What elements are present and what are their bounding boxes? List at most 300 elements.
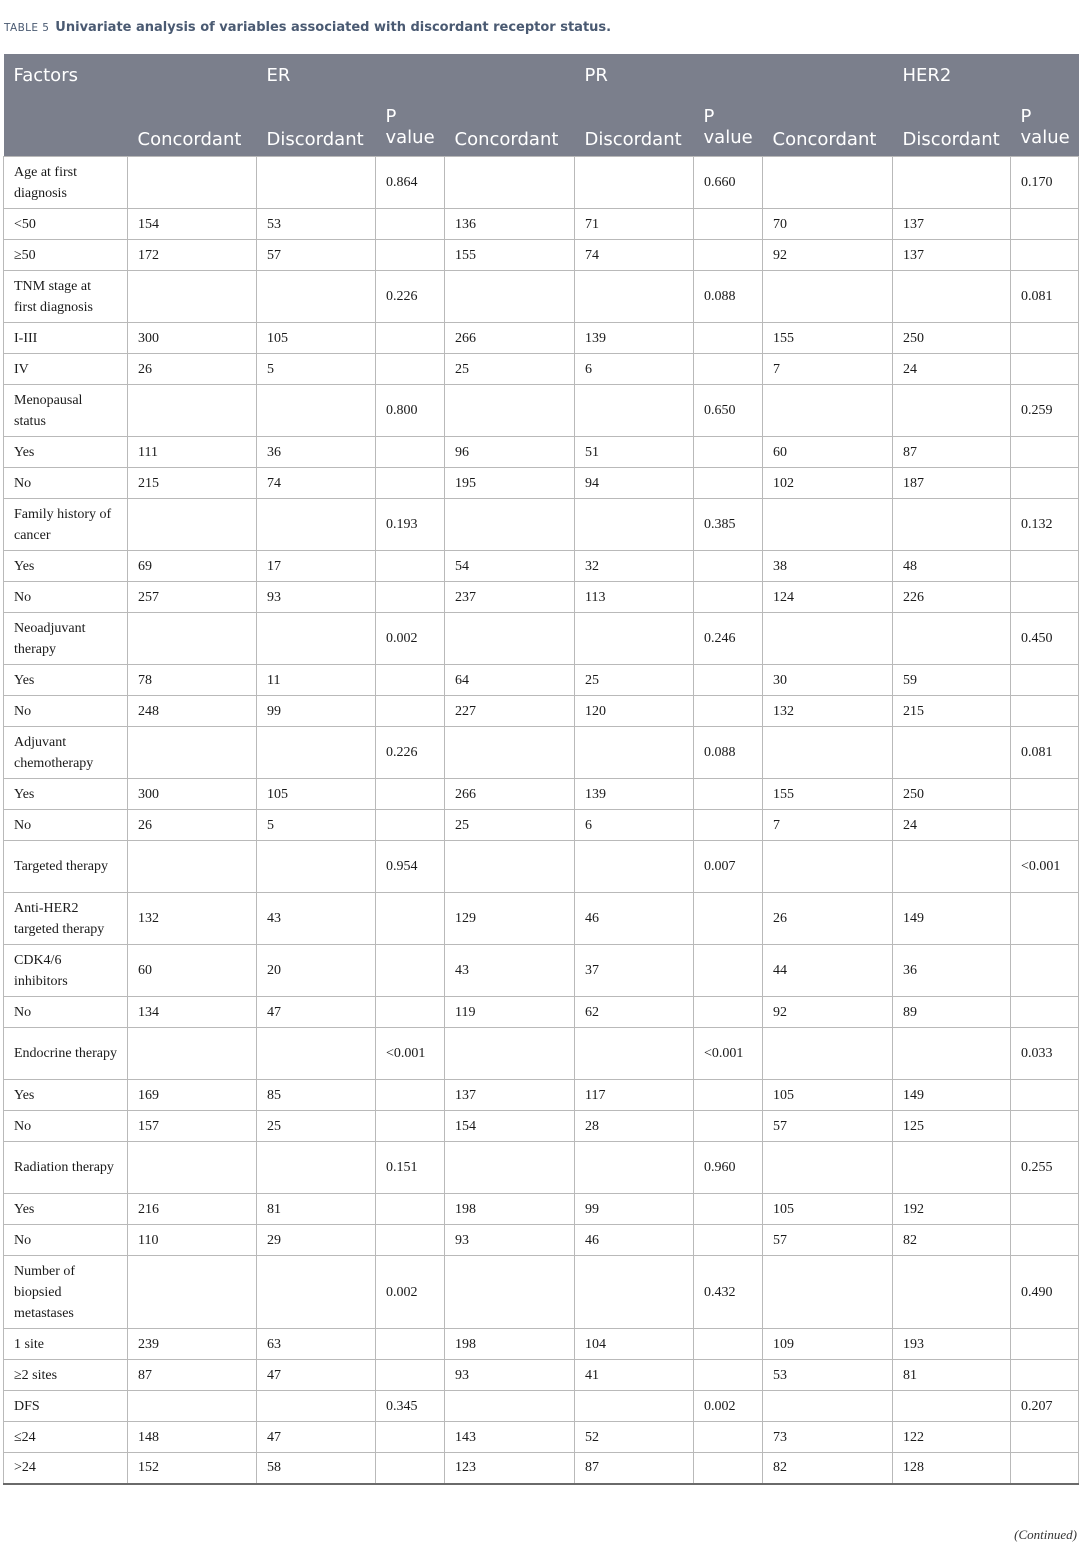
er-discordant-cell: 36 [257, 437, 376, 468]
er-discordant-cell: 105 [257, 779, 376, 810]
pr-discordant-cell [575, 727, 694, 779]
pr-discordant-cell: 74 [575, 240, 694, 271]
her2-discordant-cell [893, 613, 1011, 665]
pr-discordant-cell: 46 [575, 1225, 694, 1256]
header-concordant: Concordant [445, 96, 575, 157]
table-row [4, 696, 1079, 727]
pr-concordant-cell: 266 [445, 323, 575, 354]
table-row [4, 1256, 1079, 1329]
pr-discordant-cell [575, 613, 694, 665]
pr-p-value-cell: 0.960 [694, 1142, 763, 1194]
er-discordant-cell [257, 1028, 376, 1080]
pr-discordant-cell [575, 499, 694, 551]
er-p-value-cell: 0.151 [376, 1142, 445, 1194]
factor-cell: No [4, 997, 128, 1028]
er-discordant-cell [257, 1256, 376, 1329]
her2-p-value-cell [1011, 665, 1079, 696]
table-row [4, 385, 1079, 437]
table-row [4, 1360, 1079, 1391]
er-discordant-cell: 74 [257, 468, 376, 499]
er-p-value-cell: 0.002 [376, 613, 445, 665]
er-concordant-cell: 157 [128, 1111, 257, 1142]
pr-p-value-cell [694, 945, 763, 997]
pr-discordant-cell [575, 1391, 694, 1422]
factor-cell: Age at first diagnosis [4, 157, 128, 209]
pr-concordant-cell: 198 [445, 1329, 575, 1360]
her2-p-value-cell: 0.259 [1011, 385, 1079, 437]
er-concordant-cell: 148 [128, 1422, 257, 1453]
pr-p-value-cell [694, 1422, 763, 1453]
her2-concordant-cell [763, 1142, 893, 1194]
her2-concordant-cell [763, 271, 893, 323]
pr-discordant-cell: 120 [575, 696, 694, 727]
er-discordant-cell: 47 [257, 1360, 376, 1391]
er-p-value-cell [376, 696, 445, 727]
her2-p-value-cell [1011, 1453, 1079, 1484]
pr-discordant-cell: 71 [575, 209, 694, 240]
factor-cell: Yes [4, 779, 128, 810]
er-concordant-cell: 26 [128, 354, 257, 385]
factor-cell: Yes [4, 551, 128, 582]
pr-discordant-cell [575, 1142, 694, 1194]
er-p-value-cell: 0.226 [376, 271, 445, 323]
pr-discordant-cell [575, 271, 694, 323]
pr-concordant-cell: 43 [445, 945, 575, 997]
er-discordant-cell [257, 499, 376, 551]
continued-note: (Continued) [1014, 1527, 1077, 1542]
er-concordant-cell: 60 [128, 945, 257, 997]
her2-concordant-cell: 92 [763, 240, 893, 271]
her2-concordant-cell [763, 1391, 893, 1422]
er-concordant-cell [128, 1391, 257, 1422]
her2-p-value-cell [1011, 810, 1079, 841]
header-p-value: P value [376, 96, 445, 157]
header-blank [4, 96, 128, 157]
her2-p-value-cell [1011, 1225, 1079, 1256]
table-row [4, 1453, 1079, 1484]
pr-p-value-cell [694, 696, 763, 727]
pr-p-value-cell [694, 437, 763, 468]
table-row [4, 893, 1079, 945]
her2-discordant-cell: 149 [893, 1080, 1011, 1111]
pr-concordant-cell: 119 [445, 997, 575, 1028]
her2-discordant-cell: 187 [893, 468, 1011, 499]
her2-discordant-cell [893, 271, 1011, 323]
pr-p-value-cell: 0.650 [694, 385, 763, 437]
her2-p-value-cell: 0.081 [1011, 727, 1079, 779]
factor-cell: Yes [4, 665, 128, 696]
header-factors: Factors [4, 54, 128, 96]
pr-concordant-cell: 155 [445, 240, 575, 271]
her2-discordant-cell: 59 [893, 665, 1011, 696]
pr-p-value-cell [694, 997, 763, 1028]
pr-concordant-cell: 25 [445, 354, 575, 385]
er-discordant-cell: 17 [257, 551, 376, 582]
header-blank [128, 54, 257, 96]
er-p-value-cell: 0.193 [376, 499, 445, 551]
factor-cell: No [4, 1225, 128, 1256]
factor-cell: Endocrine therapy [4, 1028, 128, 1080]
her2-p-value-cell: 0.490 [1011, 1256, 1079, 1329]
factor-cell: CDK4/6 inhibitors [4, 945, 128, 997]
her2-concordant-cell: 30 [763, 665, 893, 696]
her2-discordant-cell: 122 [893, 1422, 1011, 1453]
er-concordant-cell [128, 841, 257, 893]
pr-discordant-cell: 104 [575, 1329, 694, 1360]
header-discordant: Discordant [893, 96, 1011, 157]
table-row [4, 997, 1079, 1028]
er-p-value-cell [376, 1080, 445, 1111]
table-row [4, 240, 1079, 271]
her2-discordant-cell: 24 [893, 354, 1011, 385]
er-concordant-cell [128, 727, 257, 779]
her2-concordant-cell: 124 [763, 582, 893, 613]
table-row [4, 209, 1079, 240]
pr-concordant-cell: 266 [445, 779, 575, 810]
er-p-value-cell [376, 1111, 445, 1142]
table-body [4, 157, 1079, 1484]
er-concordant-cell [128, 1028, 257, 1080]
pr-concordant-cell [445, 727, 575, 779]
er-concordant-cell: 78 [128, 665, 257, 696]
er-p-value-cell: 0.800 [376, 385, 445, 437]
her2-p-value-cell: 0.033 [1011, 1028, 1079, 1080]
table-row [4, 1111, 1079, 1142]
her2-concordant-cell: 102 [763, 468, 893, 499]
her2-concordant-cell: 92 [763, 997, 893, 1028]
her2-p-value-cell [1011, 1360, 1079, 1391]
factor-cell: Number of biopsied metastases [4, 1256, 128, 1329]
er-concordant-cell: 300 [128, 323, 257, 354]
table-row [4, 271, 1079, 323]
her2-p-value-cell [1011, 551, 1079, 582]
her2-p-value-cell [1011, 997, 1079, 1028]
er-p-value-cell [376, 665, 445, 696]
er-discordant-cell: 5 [257, 354, 376, 385]
factor-cell: >24 [4, 1453, 128, 1484]
er-discordant-cell: 105 [257, 323, 376, 354]
table-row [4, 613, 1079, 665]
er-concordant-cell [128, 385, 257, 437]
er-concordant-cell: 152 [128, 1453, 257, 1484]
er-p-value-cell: 0.954 [376, 841, 445, 893]
her2-concordant-cell: 155 [763, 323, 893, 354]
factor-cell: ≤24 [4, 1422, 128, 1453]
her2-p-value-cell: 0.170 [1011, 157, 1079, 209]
er-concordant-cell: 172 [128, 240, 257, 271]
er-p-value-cell [376, 209, 445, 240]
data-table [3, 54, 1079, 1485]
her2-concordant-cell [763, 727, 893, 779]
table-row [4, 727, 1079, 779]
er-discordant-cell: 58 [257, 1453, 376, 1484]
factor-cell: No [4, 582, 128, 613]
pr-concordant-cell: 143 [445, 1422, 575, 1453]
pr-discordant-cell: 25 [575, 665, 694, 696]
her2-discordant-cell [893, 1142, 1011, 1194]
er-discordant-cell: 29 [257, 1225, 376, 1256]
pr-p-value-cell [694, 810, 763, 841]
factor-cell: Menopausal status [4, 385, 128, 437]
pr-p-value-cell: 0.660 [694, 157, 763, 209]
er-discordant-cell [257, 157, 376, 209]
header-concordant: Concordant [128, 96, 257, 157]
er-p-value-cell: <0.001 [376, 1028, 445, 1080]
her2-concordant-cell: 155 [763, 779, 893, 810]
pr-concordant-cell [445, 613, 575, 665]
er-concordant-cell: 132 [128, 893, 257, 945]
her2-discordant-cell [893, 841, 1011, 893]
pr-concordant-cell [445, 1256, 575, 1329]
pr-p-value-cell [694, 1453, 763, 1484]
table-caption [4, 20, 611, 35]
her2-discordant-cell: 250 [893, 779, 1011, 810]
er-p-value-cell [376, 810, 445, 841]
her2-concordant-cell: 44 [763, 945, 893, 997]
pr-discordant-cell: 28 [575, 1111, 694, 1142]
her2-p-value-cell [1011, 323, 1079, 354]
her2-concordant-cell [763, 499, 893, 551]
er-concordant-cell [128, 613, 257, 665]
her2-discordant-cell: 250 [893, 323, 1011, 354]
er-p-value-cell [376, 1360, 445, 1391]
pr-concordant-cell: 129 [445, 893, 575, 945]
her2-discordant-cell: 82 [893, 1225, 1011, 1256]
factor-cell: 1 site [4, 1329, 128, 1360]
table-row [4, 499, 1079, 551]
her2-discordant-cell [893, 385, 1011, 437]
er-concordant-cell: 69 [128, 551, 257, 582]
pr-concordant-cell: 64 [445, 665, 575, 696]
her2-p-value-cell [1011, 468, 1079, 499]
pr-discordant-cell: 6 [575, 354, 694, 385]
her2-discordant-cell [893, 157, 1011, 209]
her2-concordant-cell: 105 [763, 1080, 893, 1111]
pr-concordant-cell: 237 [445, 582, 575, 613]
her2-p-value-cell: 0.450 [1011, 613, 1079, 665]
pr-discordant-cell: 32 [575, 551, 694, 582]
er-p-value-cell [376, 323, 445, 354]
her2-discordant-cell: 89 [893, 997, 1011, 1028]
header-blank [445, 54, 575, 96]
factor-cell: No [4, 468, 128, 499]
pr-concordant-cell: 123 [445, 1453, 575, 1484]
er-discordant-cell: 85 [257, 1080, 376, 1111]
her2-concordant-cell: 82 [763, 1453, 893, 1484]
factor-cell: <50 [4, 209, 128, 240]
pr-p-value-cell [694, 240, 763, 271]
pr-concordant-cell [445, 1391, 575, 1422]
table-row [4, 1391, 1079, 1422]
er-discordant-cell: 11 [257, 665, 376, 696]
table-label: TABLE 5 [4, 22, 50, 34]
pr-discordant-cell: 113 [575, 582, 694, 613]
er-p-value-cell [376, 1329, 445, 1360]
her2-p-value-cell [1011, 945, 1079, 997]
table-row [4, 1028, 1079, 1080]
pr-p-value-cell: 0.088 [694, 271, 763, 323]
her2-p-value-cell [1011, 893, 1079, 945]
er-discordant-cell [257, 1391, 376, 1422]
er-p-value-cell: 0.864 [376, 157, 445, 209]
table-title: Univariate analysis of variables associated with discordant receptor status. [55, 20, 612, 35]
her2-discordant-cell: 149 [893, 893, 1011, 945]
er-p-value-cell [376, 1422, 445, 1453]
pr-concordant-cell: 227 [445, 696, 575, 727]
her2-p-value-cell: 0.255 [1011, 1142, 1079, 1194]
factor-cell: DFS [4, 1391, 128, 1422]
pr-concordant-cell: 198 [445, 1194, 575, 1225]
table-row [4, 468, 1079, 499]
factor-cell: Yes [4, 1080, 128, 1111]
er-concordant-cell: 239 [128, 1329, 257, 1360]
pr-p-value-cell [694, 1080, 763, 1111]
er-discordant-cell: 43 [257, 893, 376, 945]
er-discordant-cell [257, 1142, 376, 1194]
her2-concordant-cell: 109 [763, 1329, 893, 1360]
factor-cell: ≥50 [4, 240, 128, 271]
her2-discordant-cell [893, 727, 1011, 779]
table-row [4, 157, 1079, 209]
her2-discordant-cell: 24 [893, 810, 1011, 841]
pr-concordant-cell: 96 [445, 437, 575, 468]
her2-discordant-cell: 192 [893, 1194, 1011, 1225]
pr-concordant-cell: 93 [445, 1225, 575, 1256]
table-row [4, 1329, 1079, 1360]
factor-cell: Yes [4, 437, 128, 468]
header-discordant: Discordant [575, 96, 694, 157]
header-p-value: P value [1011, 96, 1079, 157]
er-discordant-cell [257, 841, 376, 893]
factor-cell: No [4, 1111, 128, 1142]
pr-p-value-cell [694, 323, 763, 354]
pr-discordant-cell: 46 [575, 893, 694, 945]
her2-concordant-cell: 26 [763, 893, 893, 945]
pr-p-value-cell: 0.246 [694, 613, 763, 665]
pr-discordant-cell: 37 [575, 945, 694, 997]
pr-concordant-cell: 154 [445, 1111, 575, 1142]
pr-discordant-cell: 41 [575, 1360, 694, 1391]
pr-concordant-cell: 25 [445, 810, 575, 841]
her2-p-value-cell [1011, 1329, 1079, 1360]
er-concordant-cell: 110 [128, 1225, 257, 1256]
pr-discordant-cell [575, 1028, 694, 1080]
er-p-value-cell [376, 354, 445, 385]
pr-concordant-cell [445, 385, 575, 437]
her2-p-value-cell [1011, 582, 1079, 613]
her2-discordant-cell: 193 [893, 1329, 1011, 1360]
header-p-value: P value [694, 96, 763, 157]
er-discordant-cell [257, 271, 376, 323]
table-row [4, 1142, 1079, 1194]
pr-p-value-cell: 0.385 [694, 499, 763, 551]
pr-discordant-cell: 87 [575, 1453, 694, 1484]
er-p-value-cell [376, 945, 445, 997]
her2-concordant-cell: 7 [763, 354, 893, 385]
pr-concordant-cell: 137 [445, 1080, 575, 1111]
her2-discordant-cell [893, 1028, 1011, 1080]
her2-concordant-cell: 7 [763, 810, 893, 841]
pr-p-value-cell: <0.001 [694, 1028, 763, 1080]
her2-p-value-cell: 0.132 [1011, 499, 1079, 551]
her2-p-value-cell [1011, 437, 1079, 468]
her2-discordant-cell: 215 [893, 696, 1011, 727]
her2-p-value-cell [1011, 779, 1079, 810]
pr-concordant-cell [445, 841, 575, 893]
pr-p-value-cell [694, 209, 763, 240]
er-discordant-cell: 47 [257, 1422, 376, 1453]
her2-concordant-cell: 70 [763, 209, 893, 240]
table-row [4, 945, 1079, 997]
header-row-groups [4, 54, 1079, 96]
her2-concordant-cell: 105 [763, 1194, 893, 1225]
er-discordant-cell: 93 [257, 582, 376, 613]
er-discordant-cell: 47 [257, 997, 376, 1028]
pr-discordant-cell [575, 157, 694, 209]
her2-concordant-cell: 132 [763, 696, 893, 727]
pr-discordant-cell: 94 [575, 468, 694, 499]
her2-concordant-cell: 57 [763, 1111, 893, 1142]
pr-p-value-cell [694, 354, 763, 385]
table-row [4, 1225, 1079, 1256]
factor-cell: Adjuvant chemotherapy [4, 727, 128, 779]
pr-concordant-cell [445, 1028, 575, 1080]
her2-concordant-cell [763, 613, 893, 665]
her2-discordant-cell: 128 [893, 1453, 1011, 1484]
er-discordant-cell: 20 [257, 945, 376, 997]
header-blank [763, 54, 893, 96]
factor-cell: Radiation therapy [4, 1142, 128, 1194]
her2-discordant-cell: 226 [893, 582, 1011, 613]
factor-cell: Family history of cancer [4, 499, 128, 551]
er-discordant-cell: 63 [257, 1329, 376, 1360]
factor-cell: No [4, 696, 128, 727]
pr-discordant-cell: 139 [575, 323, 694, 354]
pr-discordant-cell [575, 841, 694, 893]
factor-cell: No [4, 810, 128, 841]
er-p-value-cell [376, 240, 445, 271]
er-discordant-cell: 25 [257, 1111, 376, 1142]
her2-concordant-cell [763, 1028, 893, 1080]
table-row [4, 323, 1079, 354]
header-row-sub [4, 96, 1079, 157]
header-group-her2: HER2 [893, 54, 1079, 96]
factor-cell: Targeted therapy [4, 841, 128, 893]
pr-p-value-cell [694, 1329, 763, 1360]
pr-p-value-cell [694, 468, 763, 499]
her2-concordant-cell [763, 841, 893, 893]
er-p-value-cell: 0.226 [376, 727, 445, 779]
pr-p-value-cell [694, 779, 763, 810]
her2-p-value-cell [1011, 1194, 1079, 1225]
er-concordant-cell [128, 271, 257, 323]
pr-p-value-cell: 0.088 [694, 727, 763, 779]
her2-concordant-cell [763, 385, 893, 437]
er-p-value-cell [376, 468, 445, 499]
pr-discordant-cell: 139 [575, 779, 694, 810]
pr-p-value-cell [694, 1360, 763, 1391]
her2-discordant-cell: 125 [893, 1111, 1011, 1142]
er-discordant-cell: 57 [257, 240, 376, 271]
er-p-value-cell [376, 893, 445, 945]
her2-p-value-cell [1011, 1080, 1079, 1111]
pr-concordant-cell: 54 [445, 551, 575, 582]
pr-discordant-cell: 6 [575, 810, 694, 841]
her2-discordant-cell: 48 [893, 551, 1011, 582]
table-row [4, 779, 1079, 810]
factor-cell: Yes [4, 1194, 128, 1225]
her2-concordant-cell [763, 1256, 893, 1329]
